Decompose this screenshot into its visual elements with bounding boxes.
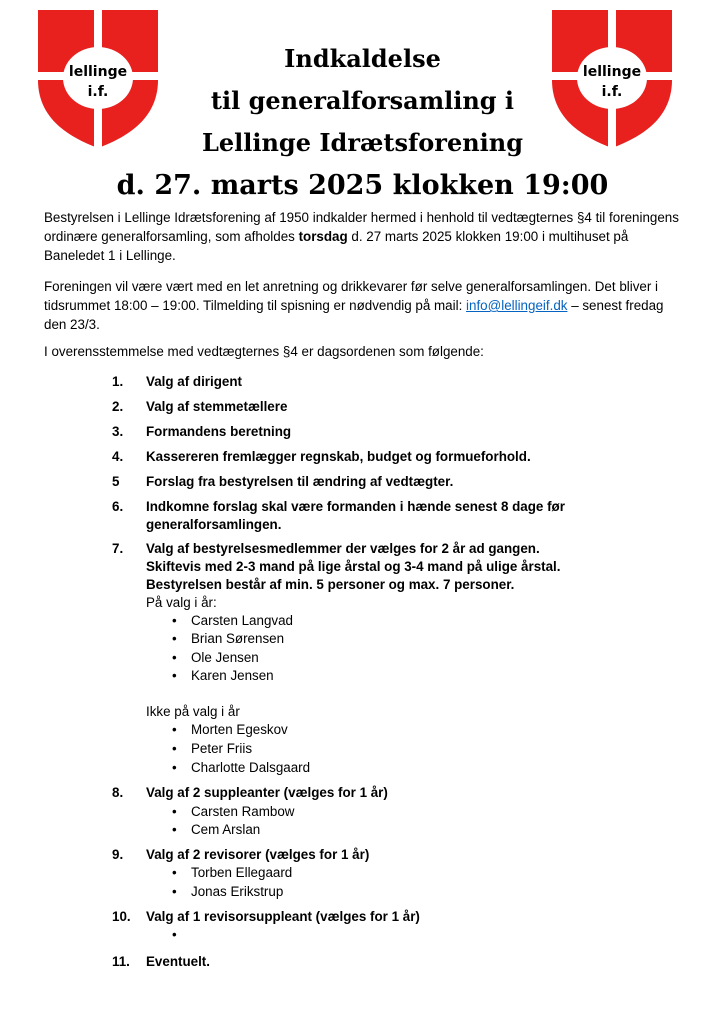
agenda-number: 9. [112,847,124,862]
agenda-number: 4. [112,449,124,464]
logo-line-2: i.f. [601,84,623,100]
list-item [175,821,260,839]
list-item [175,883,283,901]
intro-bold-day: torsdag [298,229,348,244]
intro-paragraph-3: I overensstemmelse med vedtægternes §4 er dagsordenen som følgende: [44,344,484,359]
list-item [175,721,288,739]
agenda-item-8: Valg af 2 suppleanter (vælges for 1 år) [146,785,388,800]
agenda-number: 2. [112,399,124,414]
agenda-item-6: Indkomne forslag skal være formanden i hænde senest 8 dage før generalforsamlingen. [146,499,565,532]
list-item [175,667,274,685]
agenda-item-3: Formandens beretning [146,424,292,439]
agenda-number: 10. [112,909,131,924]
agenda-item-4: Kassereren fremlægger regnskab, budget og formueforhold. [146,449,531,464]
member-name: Peter Friis [191,741,253,756]
title-line-3: Lellinge Idrætsforening [201,128,524,157]
intro-text: Foreningen vil være vært med en let anretning og drikkevarer før selve generalforsamlingen. Det bliver i tidsrummet 18:00 – 19:00. Tilmelding til spisning er nødvendig på mail: [44,279,659,313]
list-item [175,649,259,667]
intro-text: – senest fredag den 23/3. [44,298,664,332]
auditor-name: Jonas Erikstrup [191,884,284,899]
member-name: Morten Egeskov [191,722,288,737]
candidate-name: Brian Sørensen [191,631,285,646]
agenda-number: 3. [112,424,124,439]
agenda-number: 1. [112,374,124,389]
list-item [175,612,293,630]
agenda-number: 6. [112,499,124,514]
candidate-name: Karen Jensen [191,668,274,683]
not-on-vote-label: Ikke på valg i år [146,704,240,719]
agenda-number: 5 [112,474,120,489]
list-item [175,740,252,758]
agenda-item-11: Eventuelt. [146,954,210,969]
title-line-2: til generalforsamling i [210,86,515,115]
agenda-number: 8. [112,785,124,800]
board-size-note: Bestyrelsen består af min. 5 personer og max. 7 personer. [146,577,515,592]
logo-line-1: lellinge [582,64,642,80]
logo-line-2: i.f. [87,84,109,100]
on-vote-label: På valg i år: [146,595,217,610]
agenda-item-10: Valg af 1 revisorsuppleant (vælges for 1 år) [146,909,420,924]
title-line-1: Indkaldelse [284,44,441,73]
candidate-name: Ole Jensen [191,650,259,665]
agenda-item-1: Valg af dirigent [146,374,242,389]
agenda-item-5: Forslag fra bestyrelsen til ændring af vedtægter. [146,474,454,489]
title-date: d. 27. marts 2025 klokken 19:00 [116,170,609,201]
list-item [175,759,310,777]
agenda-item-7: Valg af bestyrelsesmedlemmer der vælges for 2 år ad gangen. Skiftevis med 2-3 mand på lige årstal og 3-4 mand på ulige årstal. [146,541,561,574]
agenda-number: 7. [112,541,124,556]
list-item [175,630,284,648]
list-item [175,926,191,944]
candidate-name: Carsten Langvad [191,613,293,628]
agenda-item-2: Valg af stemmetællere [146,399,288,414]
email-link[interactable]: info@lellingeif.dk [466,298,568,313]
agenda-item-9: Valg af 2 revisorer (vælges for 1 år) [146,847,370,862]
list-item [175,803,294,821]
agenda-number: 11. [112,954,130,969]
member-name: Charlotte Dalsgaard [191,760,311,775]
intro-text: d. 27 marts 2025 klokken 19:00 i multihuset på Baneledet 1 i Lellinge. [44,229,629,263]
intro-text: Bestyrelsen i Lellinge Idrætsforening af 1950 indkalder hermed i henhold til vedtægternes §4 til foreningens ordinære generalforsamling, som afholdes [44,210,679,244]
substitute-name: Cem Arslan [191,822,261,837]
substitute-name: Carsten Rambow [191,804,295,819]
list-item [175,864,292,882]
auditor-name: Torben Ellegaard [191,865,293,880]
logo-line-1: lellinge [68,64,128,80]
